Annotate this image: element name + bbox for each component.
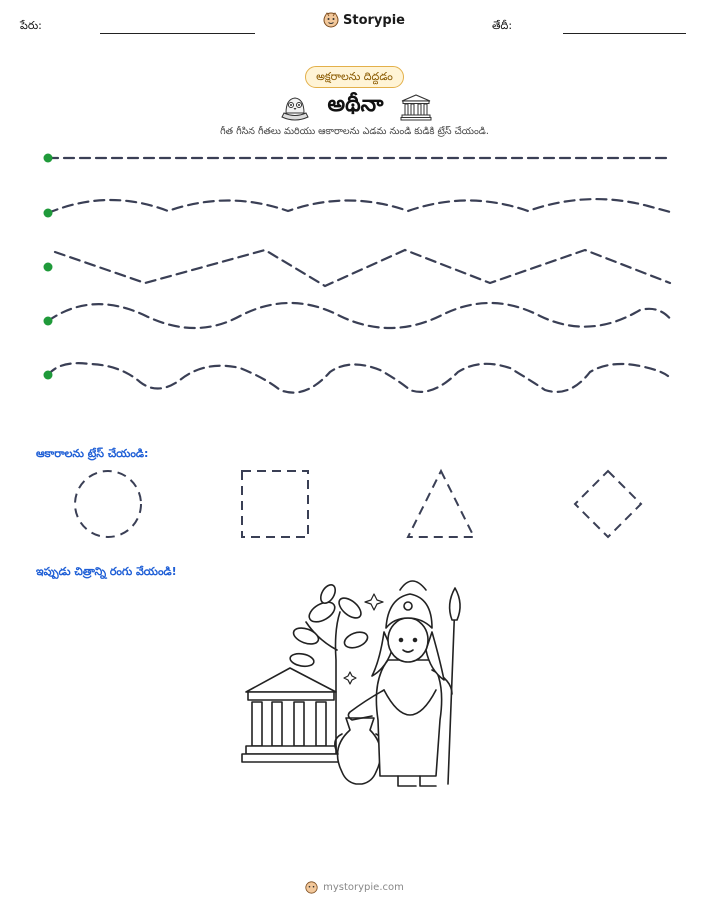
instruction-text: గీత గీసిన గీతలు మరియు ఆకారాలను ఎడమ నుండి కుడికి ట్రేస్ చేయండి. bbox=[220, 126, 489, 137]
trace-line-wave-deep[interactable] bbox=[48, 363, 668, 392]
storypie-footer-icon bbox=[305, 881, 318, 894]
worksheet-badge: అక్షరాలను దిద్దడం bbox=[305, 66, 404, 88]
coloring-heading: ఇప్పుడు చిత్రాన్ని రంగు వేయండి! bbox=[36, 565, 177, 578]
name-label: పేరు: bbox=[20, 19, 42, 32]
trace-circle[interactable] bbox=[75, 471, 141, 537]
brand-logo bbox=[323, 12, 405, 28]
trace-line-zigzag[interactable] bbox=[55, 250, 670, 286]
date-label: తేదీ: bbox=[492, 19, 513, 32]
tracing-lines-area bbox=[0, 140, 709, 400]
start-dot-5 bbox=[44, 371, 53, 380]
footer bbox=[0, 881, 709, 894]
trace-triangle[interactable] bbox=[408, 471, 474, 537]
athena-coloring-illustration[interactable] bbox=[238, 572, 478, 792]
name-field-line[interactable] bbox=[100, 33, 255, 34]
page-title: అథీనా bbox=[327, 92, 384, 117]
trace-line-wave-gentle[interactable] bbox=[48, 199, 670, 213]
start-dot-2 bbox=[44, 209, 53, 218]
shapes-heading: ఆకారాలను ట్రేస్ చేయండి: bbox=[36, 447, 149, 460]
start-dot-4 bbox=[44, 317, 53, 326]
date-field-line[interactable] bbox=[563, 33, 686, 34]
start-dot-1 bbox=[44, 154, 53, 163]
trace-square[interactable] bbox=[242, 471, 308, 537]
storypie-logo-icon bbox=[323, 12, 339, 28]
owl-nest-icon bbox=[278, 93, 312, 121]
temple-icon bbox=[400, 93, 432, 121]
start-dot-3 bbox=[44, 263, 53, 272]
trace-diamond[interactable] bbox=[575, 471, 641, 537]
brand-name: Storypie bbox=[343, 12, 405, 28]
trace-line-wave-medium[interactable] bbox=[48, 303, 672, 328]
footer-site[interactable]: mystorypie.com bbox=[323, 882, 404, 893]
trace-shapes bbox=[0, 465, 709, 545]
